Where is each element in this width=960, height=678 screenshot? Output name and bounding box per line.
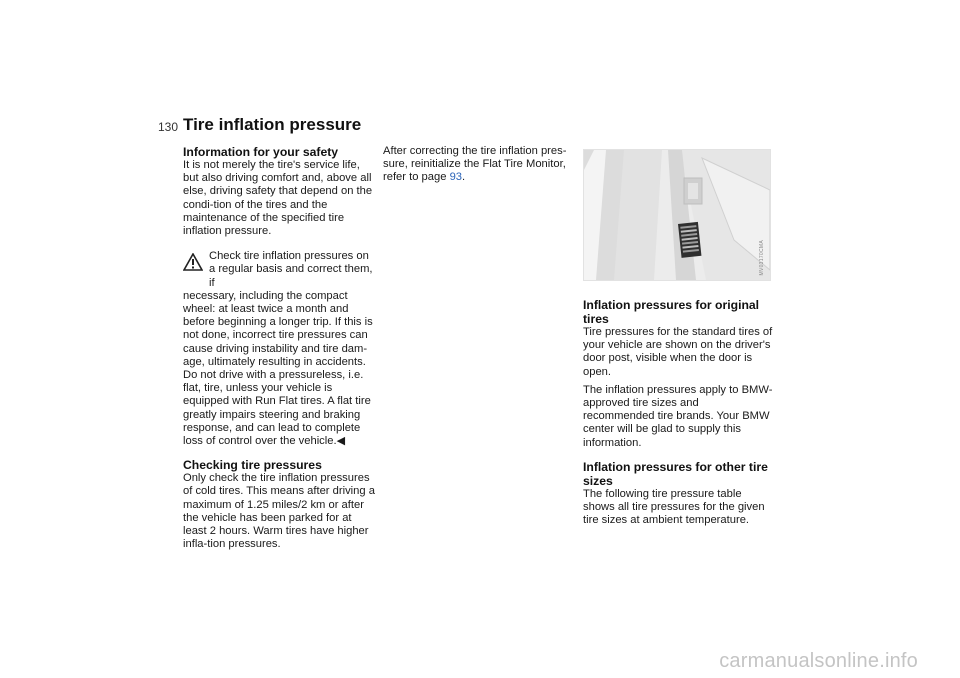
column-2 [383, 145, 583, 185]
original-tires-heading: Inflation pressures for original tires [583, 298, 760, 326]
page-number: 130 [158, 120, 179, 134]
door-post-illustration [584, 150, 770, 280]
checking-text: Only check the tire inflation pressures of cold tires. This means after driving a maximum of 1.25 miles/2 km or after the vehicle has been parked for at least 2 hours. Warm tires have higher infla-tion pressures. [183, 472, 375, 551]
door-post-photo [583, 149, 771, 281]
warning-block [183, 250, 378, 448]
original-tires-text-1: Tire pressures for the standard tires of your vehicle are shown on the driver's door post, visible when the door is open. [583, 326, 773, 378]
column-3 [583, 149, 773, 527]
warning-text-body: necessary, including the compact wheel: at least twice a month and before beginning a longer trip. If this is not done, incorrect tire pressures can cause driving instability and tire dam-age, ultimately resulting in accidents. Do not drive with a pressureless, i.e. flat, tire, unless your vehicle is equipped with Run Flat tires. A flat tire greatly impairs steering and braking response, and can lead to complete loss of control over the vehicle. [183, 289, 373, 448]
warning-text [183, 290, 378, 448]
end-mark-icon: ◀ [336, 435, 346, 448]
period: . [462, 171, 466, 184]
warning-triangle-icon [183, 253, 203, 271]
other-sizes-heading: Inflation pressures for other tire sizes [583, 459, 768, 488]
after-text: After correcting the tire inflation pres-sure, reinitialize the Flat Tire Monitor, refer to page [383, 145, 567, 184]
original-tires-text-2: The inflation pressures apply to BMW-approved tire sizes and recommended tire brands. Your BMW center will be glad to supply this information. [583, 383, 773, 449]
watermark: carmanualsonline.info [719, 650, 918, 672]
warning-text-first: Check tire inflation pressures on a regular basis and correct them, if [209, 250, 373, 289]
flat-tire-monitor-text [383, 145, 583, 185]
photo-code: MV03170CMA [758, 240, 765, 276]
page-title: Tire inflation pressure [183, 115, 362, 134]
column-1 [183, 145, 378, 551]
page-link[interactable]: 93 [449, 171, 463, 184]
safety-text: It is not merely the tire's service life, but also driving comfort and, above all else, driving safety that depend on the condi-tion of the tires and the maintenance of the specified tire inflation pressure. [183, 159, 373, 238]
safety-heading: Information for your safety [183, 145, 339, 159]
checking-heading: Checking tire pressures [183, 458, 322, 473]
other-sizes-text: The following tire pressure table shows all tire pressures for the given tire sizes at ambient temperature. [583, 487, 765, 527]
